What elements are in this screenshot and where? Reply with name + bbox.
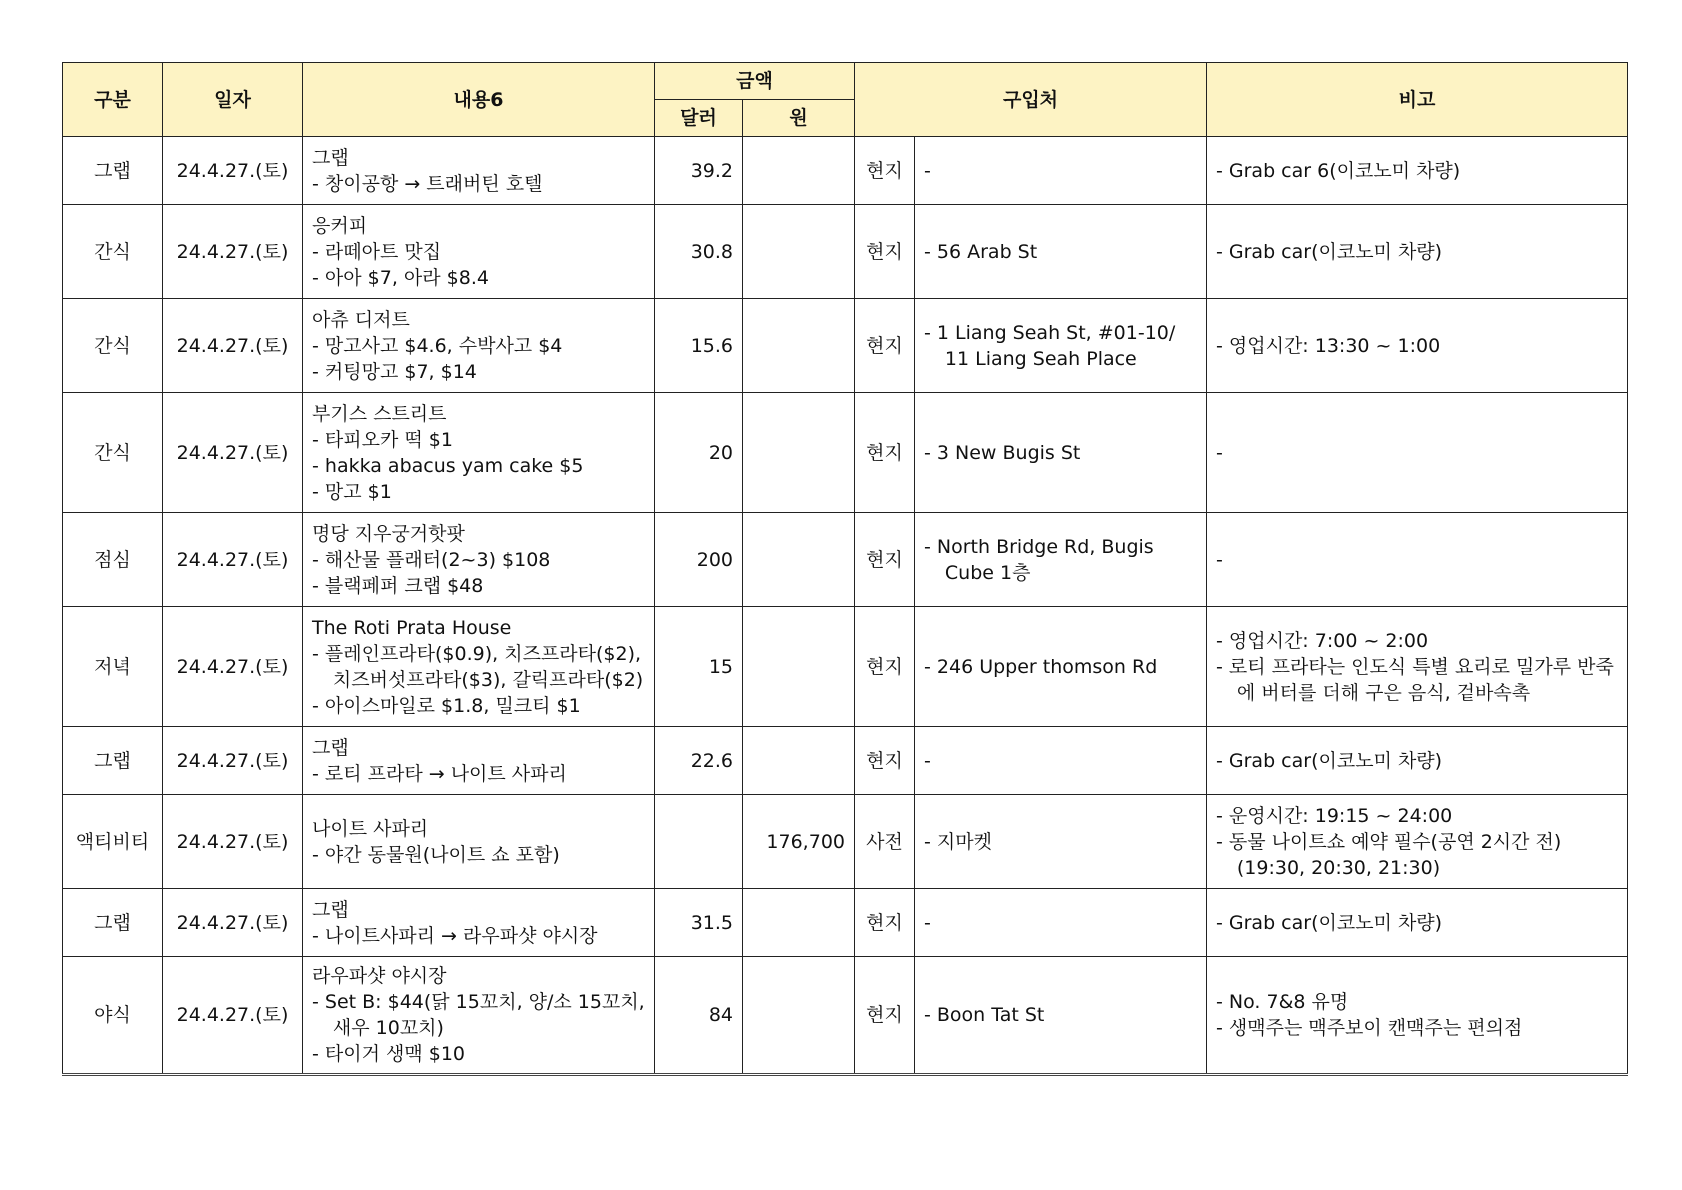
row-content-line: - 나이트사파리 → 라우파샷 야시장 xyxy=(312,924,598,947)
row-krw: 176,700 xyxy=(743,795,855,889)
row-usd: 200 xyxy=(655,513,743,607)
row-date: 24.4.27.(토) xyxy=(163,727,303,795)
expense-table xyxy=(62,62,1628,1076)
row-note xyxy=(1207,889,1628,957)
row-content-line: - 해산물 플래터(2~3) $108 xyxy=(312,548,551,571)
row-krw xyxy=(743,299,855,393)
row-usd: 31.5 xyxy=(655,889,743,957)
row-place-type: 현지 xyxy=(855,393,915,513)
row-place-type: 현지 xyxy=(855,513,915,607)
row-content-line: - 망고사고 $4.6, 수박사고 $4 xyxy=(312,334,563,357)
row-krw xyxy=(743,513,855,607)
row-note xyxy=(1207,957,1628,1075)
row-note xyxy=(1207,607,1628,727)
row-vendor-line: - North Bridge Rd, Bugis Cube 1층 xyxy=(924,535,1160,584)
row-note-line: - xyxy=(1216,441,1223,464)
row-content xyxy=(303,137,655,205)
row-date: 24.4.27.(토) xyxy=(163,957,303,1075)
row-category: 그랩 xyxy=(63,727,163,795)
row-note-line: - 동물 나이트쇼 예약 필수(공연 2시간 전) (19:30, 20:30, 21:30) xyxy=(1216,830,1568,879)
row-content xyxy=(303,393,655,513)
header-krw: 원 xyxy=(743,100,855,137)
row-krw xyxy=(743,137,855,205)
row-krw xyxy=(743,889,855,957)
row-krw xyxy=(743,205,855,299)
row-content-line: - 망고 $1 xyxy=(312,480,392,503)
row-category: 그랩 xyxy=(63,137,163,205)
row-content-line: - 아이스마일로 $1.8, 밀크티 $1 xyxy=(312,694,581,717)
header-date: 일자 xyxy=(163,63,303,137)
row-vendor xyxy=(915,137,1207,205)
row-place-type: 현지 xyxy=(855,889,915,957)
row-vendor xyxy=(915,299,1207,393)
row-vendor-line: - 246 Upper thomson Rd xyxy=(924,655,1158,678)
row-note-line: - Grab car 6(이코노미 차량) xyxy=(1216,159,1461,182)
row-category: 점심 xyxy=(63,513,163,607)
row-vendor xyxy=(915,727,1207,795)
row-usd: 39.2 xyxy=(655,137,743,205)
row-vendor-line: - 지마켓 xyxy=(924,830,992,853)
header-category: 구분 xyxy=(63,63,163,137)
row-category: 간식 xyxy=(63,393,163,513)
row-place-type: 현지 xyxy=(855,607,915,727)
row-note xyxy=(1207,513,1628,607)
row-note xyxy=(1207,393,1628,513)
row-date: 24.4.27.(토) xyxy=(163,299,303,393)
row-content-line: 그랩 xyxy=(312,898,349,921)
row-usd: 20 xyxy=(655,393,743,513)
header-vendor: 구입처 xyxy=(855,63,1207,137)
header-usd: 달러 xyxy=(655,100,743,137)
row-usd: 84 xyxy=(655,957,743,1075)
row-content-line: - 플레인프라타($0.9), 치즈프라타($2), 치즈버섯프라타($3), 갈릭프라타($2) xyxy=(312,642,648,691)
row-content-line: - 타피오카 떡 $1 xyxy=(312,428,453,451)
row-note xyxy=(1207,727,1628,795)
table-row xyxy=(63,299,1628,393)
table-row xyxy=(63,727,1628,795)
row-content-line: - 야간 동물원(나이트 쇼 포함) xyxy=(312,843,560,866)
row-content-line: The Roti Prata House xyxy=(312,616,512,639)
row-place-type: 현지 xyxy=(855,957,915,1075)
row-date: 24.4.27.(토) xyxy=(163,889,303,957)
row-content-line: - 라떼아트 맛집 xyxy=(312,240,442,263)
row-content-line: 부기스 스트리트 xyxy=(312,402,447,425)
header-note: 비고 xyxy=(1207,63,1628,137)
row-vendor xyxy=(915,205,1207,299)
row-note-line: - No. 7&8 유명 xyxy=(1216,991,1349,1013)
row-content xyxy=(303,205,655,299)
row-krw xyxy=(743,607,855,727)
row-usd: 30.8 xyxy=(655,205,743,299)
row-content-line: 그랩 xyxy=(312,736,349,759)
row-content-line: - 로티 프라타 → 나이트 사파리 xyxy=(312,762,567,785)
row-vendor xyxy=(915,393,1207,513)
row-place-type: 사전 xyxy=(855,795,915,889)
row-krw xyxy=(743,393,855,513)
table-row xyxy=(63,957,1628,1075)
table-row xyxy=(63,513,1628,607)
row-date: 24.4.27.(토) xyxy=(163,795,303,889)
row-vendor xyxy=(915,957,1207,1075)
row-date: 24.4.27.(토) xyxy=(163,137,303,205)
row-vendor-line: - 3 New Bugis St xyxy=(924,441,1081,464)
row-content xyxy=(303,957,655,1075)
row-note-line: - xyxy=(1216,548,1223,571)
row-note-line: - Grab car(이코노미 차량) xyxy=(1216,240,1443,263)
header-amount: 금액 xyxy=(655,63,855,100)
table-row xyxy=(63,393,1628,513)
row-place-type: 현지 xyxy=(855,299,915,393)
row-usd: 15 xyxy=(655,607,743,727)
row-date: 24.4.27.(토) xyxy=(163,513,303,607)
row-note-line: - 영업시간: 7:00 ~ 2:00 xyxy=(1216,629,1429,652)
header-content: 내용6 xyxy=(303,63,655,137)
row-content xyxy=(303,299,655,393)
row-place-type: 현지 xyxy=(855,205,915,299)
row-note-line: - Grab car(이코노미 차량) xyxy=(1216,749,1443,772)
row-place-type: 현지 xyxy=(855,137,915,205)
row-content-line: 명당 지우궁거핫팟 xyxy=(312,522,465,545)
row-content xyxy=(303,607,655,727)
row-content xyxy=(303,889,655,957)
row-date: 24.4.27.(토) xyxy=(163,205,303,299)
row-content xyxy=(303,727,655,795)
row-note xyxy=(1207,137,1628,205)
table-row xyxy=(63,607,1628,727)
row-vendor-line: - xyxy=(924,911,931,934)
row-content-line: - Set B: $44(닭 15꼬치, 양/소 15꼬치, 새우 10꼬치) xyxy=(312,991,651,1039)
row-content-line: 응커피 xyxy=(312,214,368,237)
row-content xyxy=(303,795,655,889)
row-note-line: - 운영시간: 19:15 ~ 24:00 xyxy=(1216,804,1453,827)
table-row xyxy=(63,205,1628,299)
row-note-line: - 로티 프라타는 인도식 특별 요리로 밀가루 반죽에 버터를 더해 구은 음식, 겉바속촉 xyxy=(1216,655,1614,704)
row-note-line: - Grab car(이코노미 차량) xyxy=(1216,911,1443,934)
row-vendor xyxy=(915,513,1207,607)
table-row xyxy=(63,137,1628,205)
row-content-line: - 블랙페퍼 크랩 $48 xyxy=(312,574,484,597)
row-vendor xyxy=(915,889,1207,957)
table-row xyxy=(63,889,1628,957)
row-category: 간식 xyxy=(63,299,163,393)
row-content-line: - 타이거 생맥 $10 xyxy=(312,1043,466,1065)
row-vendor xyxy=(915,607,1207,727)
row-place-type: 현지 xyxy=(855,727,915,795)
row-vendor-line: - Boon Tat St xyxy=(924,1004,1045,1026)
row-note-line: - 생맥주는 맥주보이 캔맥주는 편의점 xyxy=(1216,1017,1523,1039)
row-content-line: 아츄 디저트 xyxy=(312,308,410,331)
row-note-line: - 영업시간: 13:30 ~ 1:00 xyxy=(1216,334,1441,357)
row-content xyxy=(303,513,655,607)
row-vendor-line: - xyxy=(924,159,931,182)
row-category: 저녁 xyxy=(63,607,163,727)
row-content-line: 나이트 사파리 xyxy=(312,817,429,840)
row-vendor-line: - 1 Liang Seah St, #01-10/ 11 Liang Seah Place xyxy=(924,321,1182,370)
row-category: 간식 xyxy=(63,205,163,299)
table-row xyxy=(63,795,1628,889)
row-category: 액티비티 xyxy=(63,795,163,889)
row-usd xyxy=(655,795,743,889)
row-note xyxy=(1207,299,1628,393)
row-vendor xyxy=(915,795,1207,889)
row-content-line: - 커팅망고 $7, $14 xyxy=(312,360,477,383)
table-body xyxy=(63,137,1628,1075)
row-note xyxy=(1207,795,1628,889)
row-content-line: 라우파샷 야시장 xyxy=(312,965,447,987)
row-content-line: - 창이공항 → 트래버틴 호텔 xyxy=(312,172,543,195)
row-category: 야식 xyxy=(63,957,163,1075)
row-date: 24.4.27.(토) xyxy=(163,607,303,727)
row-vendor-line: - xyxy=(924,749,931,772)
row-usd: 15.6 xyxy=(655,299,743,393)
row-usd: 22.6 xyxy=(655,727,743,795)
row-vendor-line: - 56 Arab St xyxy=(924,240,1038,263)
row-category: 그랩 xyxy=(63,889,163,957)
row-content-line: - hakka abacus yam cake $5 xyxy=(312,454,584,477)
row-date: 24.4.27.(토) xyxy=(163,393,303,513)
row-content-line: 그랩 xyxy=(312,146,349,169)
row-note xyxy=(1207,205,1628,299)
row-content-line: - 아아 $7, 아라 $8.4 xyxy=(312,266,489,289)
row-krw xyxy=(743,957,855,1075)
row-krw xyxy=(743,727,855,795)
